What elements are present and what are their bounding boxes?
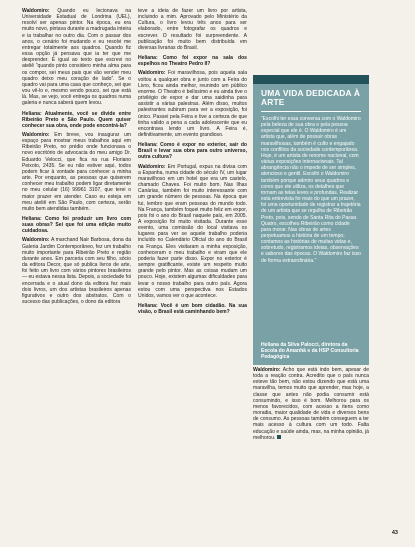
answer-paragraph: [22, 132, 131, 212]
speaker-label: Waldomiro:: [253, 367, 281, 373]
interview-question: Heliana: Como é expor no exterior, sair do Brasil e levar sua obra para outro universo, outra cultura?: [138, 142, 247, 161]
speaker-label: Waldomiro:: [138, 163, 166, 170]
feature-divider: [261, 111, 361, 112]
column-2: [138, 8, 247, 318]
column-3: [253, 367, 369, 441]
answer-text: Em breve, vou inaugurar um espaço para mostrar meus trabalhos aqui em Ribeirão Preto, no prédio onde funcionava o novo escritório de advocacia do meu amigo Dr. Eduardo Velocci, que fica na rua Floriano Peixoto, 2435. Se eu não estiver aqui, todos podem ficar à vontade para conhecer a minha arte. Por enquanto, as pessoas que quiserem conhecer meu trabalho podem ligar diretamente no meu celular (16) 99961 3107, que terei o maior prazer em atender. Caso eu esteja em meu ateliê em São Paulo, com certeza, serão muito bem atendidas também.: [22, 131, 131, 212]
feature-box: [253, 75, 369, 365]
answer-text: Quando eu lecionava na Universidade Estadual de Londrina (UEL), resolvi ser apenas pintor. Na época, eu era muito novo, pintava durante a madrugada inteira e ia trabalhar no outro dia. Com o passar dos anos, o cenário foi mudando e eu resolvi me entregar totalmente aos quadros. Quando fiz essa opção já pensava que ia ter que me desprender. É igual ao texto que escrevi no ateliê “quando pinto considero minha alma para os compor, sei meus pais que vão vender meu quadro deixo meu coração de lado”. Se o quadro vai para uma casa que conheço, sei que vou vê-lo e, mesmo vendo pouco, sei que está lá. Mas, se vejo, você entrega os quadros numa galeria e nunca saberá quem levou.: [22, 8, 132, 107]
feature-signature: Heliana da Silva Palocci, diretora da Escola do Amanhã e da HSP Consultoria Pedagógica: [261, 342, 359, 361]
speaker-label: Waldomiro:: [22, 131, 50, 138]
page-number: 43: [391, 530, 398, 536]
answer-text: Em Portugal, expus na divisa com a Espanha, numa cidade do século IV, um lugar maravilhoso em um hotel que era um castelo, chamado Chaves. Foi muito bom. Nas Ilhas Canárias, também foi muito interessante com um grande número de pessoas. Na época que fui, lembro que eram pessoas do mundo todo. Na França, também foquei muito feliz em expor, pois foi o ano do Brasil naquele país, em 2005. A exposição foi muito visitada. Durante esse evento, uma comissão do local visitava os lugares para ver se aquele trabalho poderia incluído no Calendário Oficial do ano do Brasil na França. Eles visitaram a minha exposição, conheceram o meu trabalho e viram que ele poderia fazer parte disso. Expor no exterior é sempre gratificante, existe um respeito muito grande pelo pintor. Mas as coisas mudam um pouco. Hoje, existem algumas dificuldades para levar o nosso trabalho para outro país. Agora estou com uma perspectiva nos Estados Unidos, vamos ver o que acontece.: [138, 163, 247, 299]
column-1: [22, 8, 131, 308]
answer-text: teve a ideia de fazer um livro por artista, incluindo a mim. Aprovado pelo Ministério da Cultura, o livro levou três anos para ser elaborado, entre fotografar os quadros e escrever. O resultado foi surpreendente. A publicação foi muito bem distribuída em diversas livrarias do Brasil.: [138, 8, 247, 51]
answer-paragraph: [22, 237, 131, 305]
interview-question: Heliana: Como foi produzir um livro com suas obras? Sei que foi uma edição muito cuidadosa.: [22, 216, 131, 235]
speaker-label: Waldomiro:: [22, 8, 50, 14]
interview-question: Heliana: Como foi expor na sala dos espelhos no Theatro Pedro II?: [138, 55, 247, 68]
feature-title: UMA VIDA DEDICADA À ARTE: [261, 88, 361, 108]
interview-question: Heliana: Você é um bom cidadão. Na sua visão, o Brasil está caminhando bem?: [138, 303, 247, 316]
feature-quote: “Escolhi ter essa conversa com o Waldomiro pela beleza de sua obra e pela pessoa especial que ele é. O Waldomiro é um artista que, além de possuir obras maravilhosas, também é culto e engajado nos conflitos da sociedade contemporânea. Hoje, é um artista de renome nacional, com várias exposições internacionais. Tal abrangência não o impede de ser simples, atencioso e gentil. Escolhi o Waldomiro também porque admiro seus quadros e cores que ele utiliza, os detalhes que tornam as telas leves e profundas. Realizar esta entrevista foi mais do que um prazer, foi uma oportunidade de registrar a trajetória de um artista que se orgulha de Ribeirão Preto, pois, sendo de Santa Rita do Passa Quatro, escolheu Ribeirão como cidade para morar. Nas obras de artes perpetuamos a história de um tempo; contamos as histórias de muitas vidas e, sobretudo, registramos ideias, observações e sabores das épocas. O Waldomiro faz isso de forma extraordinária.”: [261, 116, 361, 264]
speaker-label: Waldomiro:: [138, 70, 166, 77]
interview-question: Heliana: Atualmente, você se divide entre Ribeirão Preto e São Paulo. Quem quiser conhecer sua obra, onde pode encontrá-la?: [22, 110, 131, 129]
answer-text: A marchand Nair Barbosa, dona da Galeria Jardim Contemporâneo, fez um trabalho muito importante para Ribeirão Preto e região durante anos. Em parceria com seu filho, sócio da editora Decor, que só publica livros de arte, foi feito um livro com vários pintores brasileiros — eu estava nessa lista. Depois, a sociedade foi encerrada e o atual dono da editora fez mais dois livros, um dos artistas brasileiros apenas figurativos e outro dos abstratos. Com o sucesso das publicações, o dono da editora: [22, 237, 131, 306]
answer-paragraph: [138, 70, 247, 138]
answer-paragraph: [253, 367, 369, 441]
speaker-label: Waldomiro:: [22, 237, 50, 244]
answer-paragraph: [22, 8, 131, 107]
answer-text: Foi maravilhosa, pois aquela sala voltou a qualquer obra e junto com a Feira do Livro, ficou ainda melhor, reunindo um público enorme. O Theatro é belíssimo e eu ainda tive o privilégio de expor e dar uma saidinha para assistir a várias palestras. Além disso, muitos palestrantes subiram para ver a exposição, foi único. Passei pela Feira e tive a certeza de que tinha valido a pena a cada adolescente que eu encontrava lendo um livro. A Feira é, definitivamente, um evento grandioso.: [138, 70, 248, 138]
answer-text: Acho que está indo bem, apesar de toda a reação contra. Acredito que o país nunca esteve tão bem, não estou dizendo que está uma maravilha, temos muito que aprender, mas hoje, a classe que antes não podia consumir está consumindo, e isso é bom. Melhorou para os menos favorecidos, com acesso a itens como moradia, maior qualidade de vida e diversos bens de consumo. As pessoas também conseguem a ter mais acesso à cultura com um todo. Falta educação e saúde ainda, mas, na minha opinião, já melhorou.: [253, 367, 370, 441]
answer-paragraph: [138, 164, 247, 299]
end-mark-icon: [277, 435, 281, 439]
feature-stripe: [253, 75, 369, 84]
